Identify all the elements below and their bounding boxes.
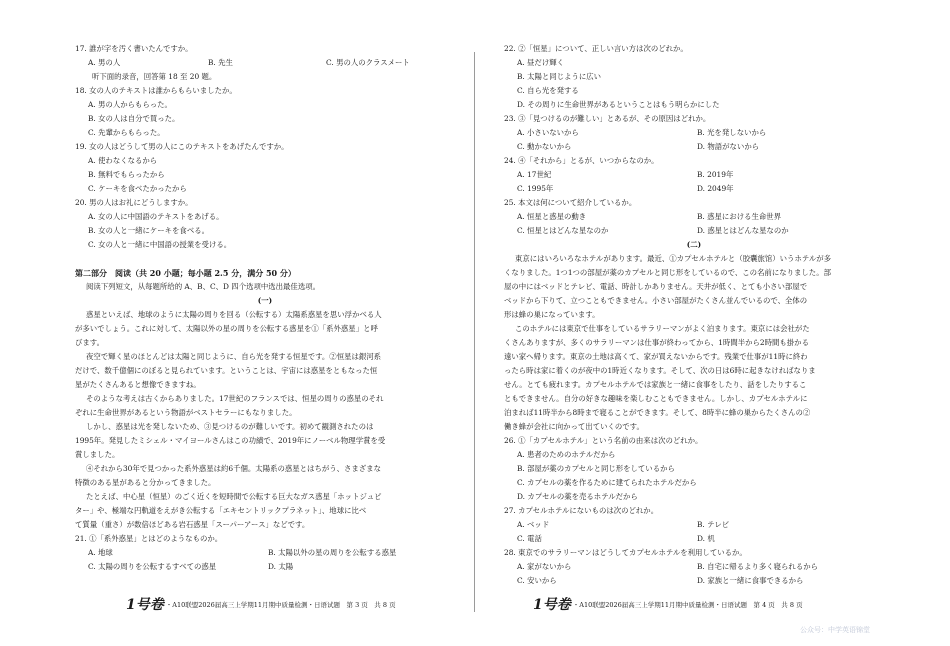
section-2-heading: 第二部分 阅读（共 20 小题；每小题 2.5 分，满分 50 分）: [75, 268, 296, 278]
passage-1-line: びます。: [75, 338, 104, 347]
option-28c: C. 安いから: [517, 576, 557, 585]
option-26a: A. 患者のためのホテルだから: [517, 450, 616, 459]
passage-2-line: ベッドから下りて、立つこともできません。小さい部屋がたくさん並んでいるので、全体の: [504, 296, 808, 305]
question-19: 19. 女の人はどうして男の人にこのテキストをあげたんですか。: [75, 142, 289, 151]
question-28: 28. 東京でのサラリーマンはどうしてカプセルホテルを利用しているか。: [504, 548, 747, 557]
option-20b: B. 女の人と一緒にケーキを食べる。: [88, 226, 209, 235]
question-25: 25. 本文は何について紹介しているか。: [504, 198, 637, 207]
question-24: 24. ④「それから」とるが、いつからなのか。: [504, 156, 659, 165]
option-18a: A. 男の人からもらった。: [88, 100, 172, 109]
passage-1-line: 惑星といえば、地球のように太陽の周りを回る（公転する）太陽系惑星を思い浮かべる人: [86, 310, 382, 319]
passage-1-line: たとえば、中心星（恒星）のごく近くを短時間で公転する巨大なガス惑星「ホットジュピ: [86, 492, 382, 501]
option-27d: D. 机: [697, 534, 715, 543]
option-26b: B. 部屋が薬のカプセルと同じ形をしているから: [517, 464, 675, 473]
question-17: 17. 誰が字を汚く書いたんですか。: [75, 44, 193, 53]
option-17a: A. 男の人: [88, 58, 121, 67]
option-27a: A. ベッド: [517, 520, 550, 529]
option-23a: A. 小さいないから: [517, 128, 579, 137]
footer-text: ・A10联盟2026届高三上学期11月期中质量检测・日语试题 第 3 页 共 8 页: [165, 601, 396, 609]
option-19c: C. ケーキを食べたかったから: [88, 184, 187, 193]
passage-2-line: くさんありますが、多くのサラリーマンは仕事が終わってから、1時間半から2時間も掛かる: [504, 338, 809, 347]
option-24d: D. 2049年: [697, 184, 734, 193]
passage-2-line: くなりました。1つ1つの部屋が薬のカプセルと同じ形をしているので、この名前になりました。部: [504, 268, 831, 277]
option-22c: C. 自ら光を発する: [517, 86, 579, 95]
passage-2-line: せん。とても疲れます。カプセルホテルでは家族と一緒に食事をしたり、話をしたりするこ: [504, 380, 807, 389]
option-21d: D. 太陽: [268, 562, 294, 571]
question-27: 27. カプセルホテルにないものは次のどれか。: [504, 506, 659, 515]
question-20: 20. 男の人はお礼にどうしますか。: [75, 198, 193, 207]
passage-1-line: そのような考えは古くからありました。17世紀のフランスでは、恒星の周りの惑星のそれ: [86, 394, 384, 403]
option-24c: C. 1995年: [517, 184, 554, 193]
passage-2-line: ったら時は家に着くのが夜中の1時近くなります。そして、次の日は6時に起きなければなりま: [504, 366, 816, 375]
footer-page-3: [126, 594, 396, 614]
option-22b: B. 太陽と同じように広い: [517, 72, 602, 81]
passage-1-line: ター」や、極端な円軌道をえがき公転する「エキセントリックプラネット」、地球に比べ: [75, 506, 367, 515]
passage-1-line: しかし、惑星は光を発しないため、③見つけるのが難しいです。初めて観測されたのは: [86, 422, 374, 431]
passage-2-line: 屋の中にはベッドとテレビ、電話、時計しかありません。天井が低く、とても小さい部屋で: [504, 282, 808, 291]
question-18: 18. 女の人のテキストは誰からもらいましたか。: [75, 86, 237, 95]
passage-1-line: 夜空で輝く星のほとんどは太陽と同じように、自ら光を発する恒星です。②恒星は銀河系: [86, 352, 382, 361]
option-26d: D. カプセルの薬を売るホテルだから: [517, 492, 638, 501]
option-17b: B. 先生: [208, 58, 233, 67]
question-21: 21. ①「系外惑星」とはどのようなものか。: [75, 534, 223, 543]
passage-2-line: 形は蜂の巣になっています。: [504, 310, 600, 319]
option-24b: B. 2019年: [697, 170, 734, 179]
passage-2-heading: (二): [686, 240, 702, 249]
question-26: 26. ①「カプセルホテル」という名前の由来は次のどれか。: [504, 436, 703, 445]
passage-1-heading: (一): [257, 296, 273, 305]
option-27b: B. テレビ: [697, 520, 730, 529]
option-27c: C. 電話: [517, 534, 542, 543]
passage-2-line: 遠い家へ帰ります。東京の土地は高くて、家が買えないからです。残業で仕事が11時に終わ: [504, 352, 808, 361]
passage-2-line: ともできません。自分の好きな趣味を楽しむこともできません。しかし、カプセルホテルに: [504, 394, 808, 403]
option-20a: A. 女の人に中国語のテキストをあげる。: [88, 212, 224, 221]
option-28d: D. 家族と一緒に食事できるから: [697, 576, 804, 585]
logo-icon: 1号卷: [126, 597, 164, 613]
passage-1-line: 1995年。発見したミシェル・マイヨールさんはこの功績で、2019年にノーベル物理学賞を受: [75, 436, 386, 445]
listening-instruction: 听下面的录音，回答第 18 至 20 题。: [92, 72, 217, 81]
option-18b: B. 女の人は自分で買った。: [88, 114, 180, 123]
option-20c: C. 女の人と一緒に中国語の授業を受ける。: [88, 240, 232, 249]
passage-1-line: ④それから30年で見つかった系外惑星は約6千個。太陽系の惑星とはちがう、さまざまな: [86, 464, 381, 473]
passage-1-line: だけで、数千億個にのぼると見られています。ということは、宇宙には惑星をともなった恒: [75, 366, 378, 375]
passage-1-line: 特徴のある星があると分かってきました。: [75, 478, 216, 487]
option-21a: A. 地球: [88, 548, 113, 557]
option-17c: C. 男の人のクラスメート: [326, 58, 410, 67]
option-21c: C. 太陽の周りを公転するすべての惑星: [88, 562, 217, 571]
option-22a: A. 昼だけ輝く: [517, 58, 564, 67]
option-25b: B. 惑星における生命世界: [697, 212, 782, 221]
passage-1-line: 賞しました。: [75, 450, 120, 459]
passage-1-line: が多いでしょう。これに対して、太陽以外の星の周りを公転する惑星を①「系外惑星」と呼: [75, 324, 378, 333]
passage-1-line: ぞれに生命世界があるという物語がベストセラーにもなりました。: [75, 408, 297, 417]
option-21b: B. 太陽以外の星の周りを公転する惑星: [268, 548, 397, 557]
question-22: 22. ②「恒星」について、正しい言い方は次のどれか。: [504, 44, 688, 53]
option-24a: A. 17世紀: [517, 170, 552, 179]
option-22d: D. その周りに生命世界があるということはもう明らかにした: [517, 100, 720, 109]
option-19b: B. 無料でもらったから: [88, 170, 165, 179]
page-4: [475, 0, 950, 646]
passage-1-line: 星がたくさんあると想像できますね。: [75, 380, 201, 389]
logo-icon: 1号卷: [533, 597, 571, 613]
passage-2-line: このホテルには東京で仕事をしているサラリーマンがよく泊まります。東京には会社がた: [515, 324, 810, 333]
watermark: 公众号：中学英语锦堂: [800, 626, 870, 634]
option-23b: B. 光を発しないから: [697, 128, 767, 137]
option-25d: D. 惑星とはどんな星なのか: [697, 226, 789, 235]
passage-1-line: て質量（重さ）が数倍ほどある岩石惑星「スーパーアース」などです。: [75, 520, 310, 529]
option-19a: A. 使わなくなるから: [88, 156, 158, 165]
option-25a: A. 恒星と惑星の動き: [517, 212, 587, 221]
option-23d: D. 物語がないから: [697, 142, 760, 151]
option-25c: C. 恒星とはどんな星なのか: [517, 226, 609, 235]
question-23: 23. ③「見つけるのが難しい」とあるが、その原因はどれか。: [504, 114, 711, 123]
option-26c: C. カプセルの薬を作るために建てられたホテルだから: [517, 478, 697, 487]
passage-2-line: 泊まれば11時半から8時まで寝ることができます。そして、8時半に蜂の巣からたくさんの②: [504, 408, 811, 417]
option-18c: C. 先輩からもらった。: [88, 128, 165, 137]
option-28b: B. 自宅に帰るより多く寝られるから: [697, 562, 818, 571]
footer-page-4: [533, 594, 803, 614]
footer-text: ・A10联盟2026届高三上学期11月期中质量检测・日语试题 第 4 页 共 8 页: [572, 601, 803, 609]
reading-instruction: 阅读下列短文，从每题所给的 A、B、C、D 四个选项中选出最佳选项。: [86, 282, 320, 291]
passage-2-line: 働き蜂が会社に向かって出ていくのです。: [504, 422, 644, 431]
option-23c: C. 動かないから: [517, 142, 572, 151]
option-28a: A. 家がないから: [517, 562, 572, 571]
passage-2-line: 東京にはいろいろなホテルがあります。最近、①カプセルホテルと（胶囊旅馆）いうホテルが多: [515, 254, 832, 263]
